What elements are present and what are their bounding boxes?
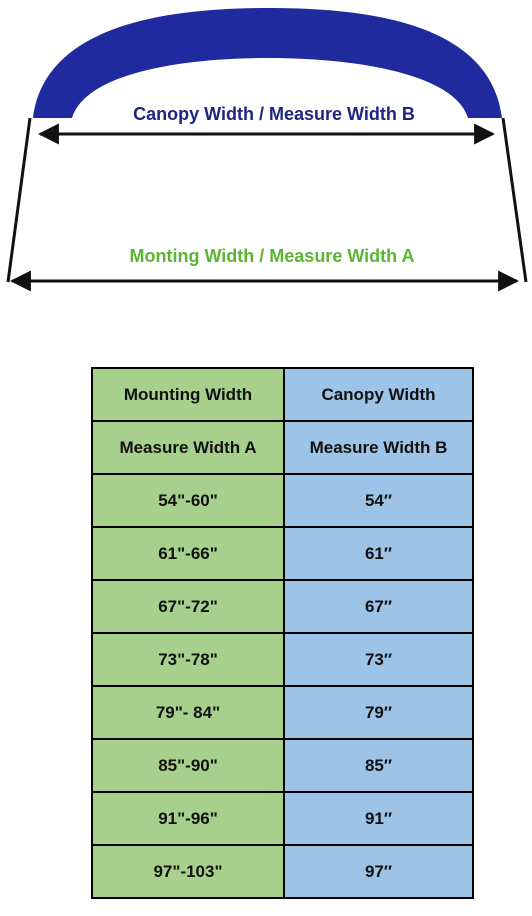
mounting-width-label: Monting Width / Measure Width A <box>129 246 415 266</box>
mounting-width-cell: 79"- 84" <box>92 686 284 739</box>
canopy-width-header: Canopy Width <box>284 368 473 421</box>
canopy-width-cell: 67″ <box>284 580 473 633</box>
canopy-width-cell: 79″ <box>284 686 473 739</box>
table-row <box>92 739 473 792</box>
canopy-width-cell: 91″ <box>284 792 473 845</box>
mounting-width-cell: 97"-103" <box>92 845 284 898</box>
mounting-width-cell: 61"-66" <box>92 527 284 580</box>
canopy-width-cell: 61″ <box>284 527 473 580</box>
mounting-width-cell: 73"-78" <box>92 633 284 686</box>
table-row <box>92 580 473 633</box>
table-row <box>92 474 473 527</box>
canopy-width-cell: 97″ <box>284 845 473 898</box>
canopy-width-cell: 85″ <box>284 739 473 792</box>
table-row <box>92 686 473 739</box>
table-header-row <box>92 368 473 421</box>
canopy-width-label: Canopy Width / Measure Width B <box>133 104 415 124</box>
table-row <box>92 527 473 580</box>
table-row <box>92 792 473 845</box>
table-row <box>92 845 473 898</box>
table-header-row <box>92 421 473 474</box>
mounting-width-header: Mounting Width <box>92 368 284 421</box>
canopy-width-cell: 73″ <box>284 633 473 686</box>
mounting-width-cell: 91"-96" <box>92 792 284 845</box>
measure-width-b-header: Measure Width B <box>284 421 473 474</box>
mounting-width-cell: 67"-72" <box>92 580 284 633</box>
size-chart-table <box>91 367 474 899</box>
canopy-width-cell: 54″ <box>284 474 473 527</box>
canopy <box>33 8 502 118</box>
mounting-width-cell: 85"-90" <box>92 739 284 792</box>
mounting-width-cell: 54"-60" <box>92 474 284 527</box>
measure-width-a-header: Measure Width A <box>92 421 284 474</box>
table-row <box>92 633 473 686</box>
